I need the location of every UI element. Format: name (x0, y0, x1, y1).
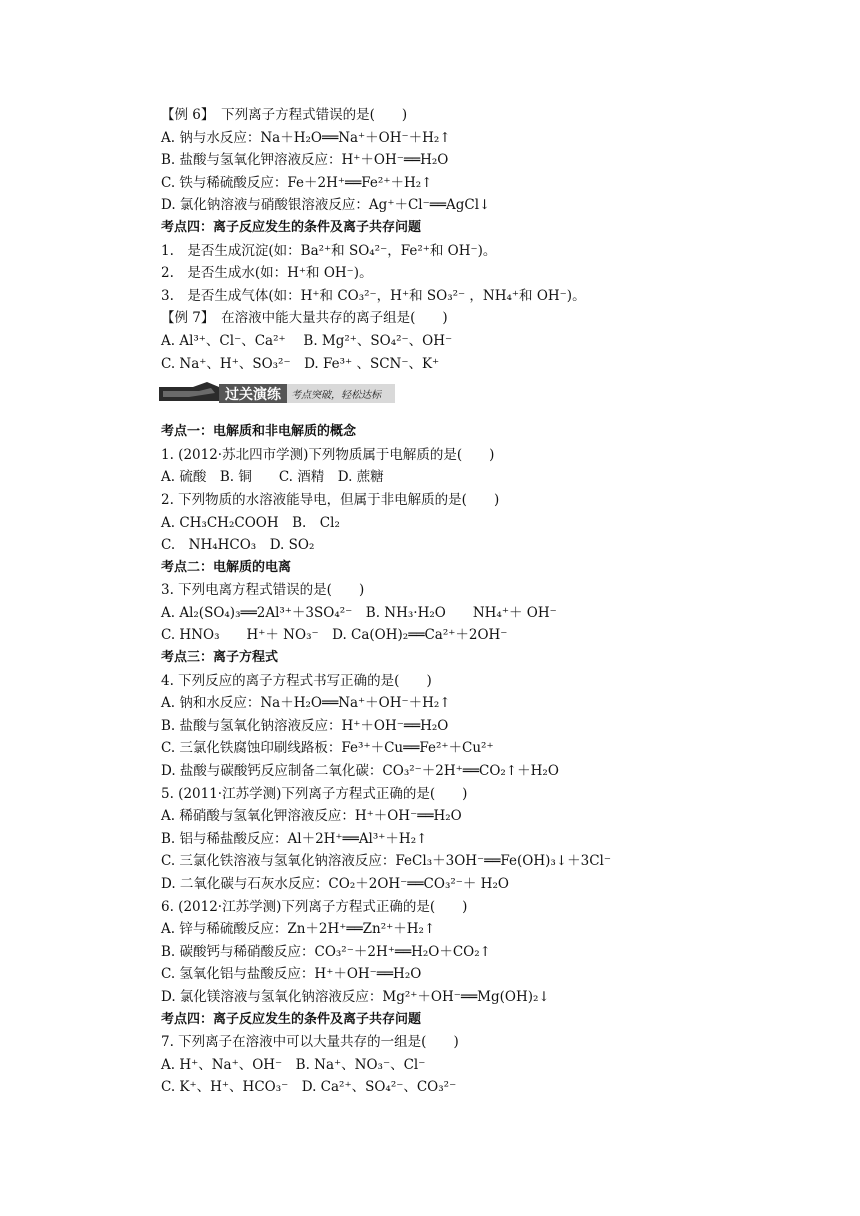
example-6-title: 【例 6】 下列离子方程式错误的是( ) (161, 107, 408, 123)
section-heading: 考点一：电解质和非电解质的概念 (161, 424, 357, 440)
exercise-line: C. 三氯化铁腐蚀印刷线路板：Fe³⁺＋Cu══Fe²⁺＋Cu²⁺ (161, 740, 494, 757)
exercise-line: A. Al₂(SO₄)₃══2Al³⁺＋3SO₄²⁻ B. NH₃·H₂O NH₄⁺＋ OH⁻ (161, 604, 557, 621)
exercise-line: 1. (2012·苏北四市学测)下列物质属于电解质的是( ) (161, 446, 495, 463)
exercise-line: A. CH₃CH₂COOH B. Cl₂ (161, 514, 340, 531)
exercise-line: A. 钠和水反应：Na＋H₂O══Na⁺＋OH⁻＋H₂↑ (161, 695, 451, 712)
banner-graphic (159, 381, 399, 405)
exercise-line: A. 稀硝酸与氢氧化钾溶液反应：H⁺＋OH⁻══H₂O (161, 808, 462, 825)
condition-item-3: 3. 是否生成气体(如：H⁺和 CO₃²⁻，H⁺和 SO₃²⁻ ，NH₄⁺和 OH⁻)。 (161, 287, 586, 304)
exercise-line: C. 三氯化铁溶液与氢氧化钠溶液反应：FeCl₃＋3OH⁻══Fe(OH)₃↓＋3Cl⁻ (161, 853, 611, 870)
section-heading-kaodian4: 考点四：离子反应发生的条件及离子共存问题 (161, 219, 422, 235)
exercise-line: A. 硫酸 B. 铜 C. 酒精 D. 蔗糖 (161, 469, 384, 486)
exercise-line: 5. (2011·江苏学测)下列离子方程式正确的是( ) (161, 785, 468, 802)
example-6-option-d: D. 氯化钠溶液与硝酸银溶液反应：Ag⁺＋Cl⁻══AgCl↓ (161, 197, 491, 214)
exercise-line: B. 铝与稀盐酸反应：Al＋2H⁺══Al³⁺＋H₂↑ (161, 830, 428, 847)
exercise-line: D. 氯化镁溶液与氢氧化钠溶液反应：Mg²⁺＋OH⁻══Mg(OH)₂↓ (161, 988, 550, 1005)
exercise-line: C. HNO₃ H⁺＋ NO₃⁻ D. Ca(OH)₂══Ca²⁺＋2OH⁻ (161, 627, 508, 644)
exercise-list (161, 421, 721, 1099)
exercise-line: A. H⁺、Na⁺、OH⁻ B. Na⁺、NO₃⁻、Cl⁻ (161, 1056, 426, 1073)
example-7-options-cd: C. Na⁺、H⁺、SO₃²⁻ D. Fe³⁺ 、SCN⁻、K⁺ (161, 355, 440, 372)
example-7-title: 【例 7】 在溶液中能大量共存的离子组是( ) (161, 310, 448, 327)
banner-subtitle: 考点突破，轻松达标 (291, 390, 381, 402)
exercise-line: B. 盐酸与氢氧化钠溶液反应：H⁺＋OH⁻══H₂O (161, 717, 449, 734)
section-heading: 考点四：离子反应发生的条件及离子共存问题 (161, 1011, 422, 1027)
exercise-line: C. 氢氧化铝与盐酸反应：H⁺＋OH⁻══H₂O (161, 966, 422, 983)
banner-title: 过关演练 (225, 387, 281, 404)
exercise-line: C. NH₄HCO₃ D. SO₂ (161, 537, 315, 554)
section-heading: 考点二：电解质的电离 (161, 559, 292, 575)
exercise-line: C. K⁺、H⁺、HCO₃⁻ D. Ca²⁺、SO₄²⁻、CO₃²⁻ (161, 1079, 457, 1096)
exercise-line: 4. 下列反应的离子方程式书写正确的是( ) (161, 672, 432, 689)
condition-item-2: 2. 是否生成水(如：H⁺和 OH⁻)。 (161, 265, 373, 282)
example-6-option-a: A. 钠与水反应：Na＋H₂O══Na⁺＋OH⁻＋H₂↑ (161, 129, 451, 146)
example-7-options-ab: A. Al³⁺、Cl⁻、Ca²⁺ B. Mg²⁺、SO₄²⁻、OH⁻ (161, 332, 453, 349)
exercise-line: B. 碳酸钙与稀硝酸反应：CO₃²⁻＋2H⁺══H₂O＋CO₂↑ (161, 943, 491, 960)
example-6-option-b: B. 盐酸与氢氧化钾溶液反应：H⁺＋OH⁻══H₂O (161, 152, 449, 169)
condition-item-1: 1. 是否生成沉淀(如：Ba²⁺和 SO₄²⁻，Fe²⁺和 OH⁻)。 (161, 242, 497, 259)
exercise-line: 3. 下列电离方程式错误的是( ) (161, 582, 365, 599)
practice-banner (161, 381, 721, 411)
exercise-line: A. 锌与稀硫酸反应：Zn＋2H⁺══Zn²⁺＋H₂↑ (161, 921, 436, 938)
exercise-line: 6. (2012·江苏学测)下列离子方程式正确的是( ) (161, 898, 468, 915)
exercise-line: D. 二氧化碳与石灰水反应：CO₂＋2OH⁻══CO₃²⁻＋ H₂O (161, 876, 509, 892)
exercise-line: D. 盐酸与碳酸钙反应制备二氧化碳：CO₃²⁻＋2H⁺══CO₂↑＋H₂O (161, 763, 559, 780)
exercise-line: 2. 下列物质的水溶液能导电，但属于非电解质的是( ) (161, 491, 500, 508)
document-page (161, 104, 721, 1099)
section-heading: 考点三：离子方程式 (161, 650, 279, 666)
example-6-option-c: C. 铁与稀硫酸反应：Fe＋2H⁺══Fe²⁺＋H₂↑ (161, 174, 433, 191)
exercise-line: 7. 下列离子在溶液中可以大量共存的一组是( ) (161, 1034, 459, 1051)
